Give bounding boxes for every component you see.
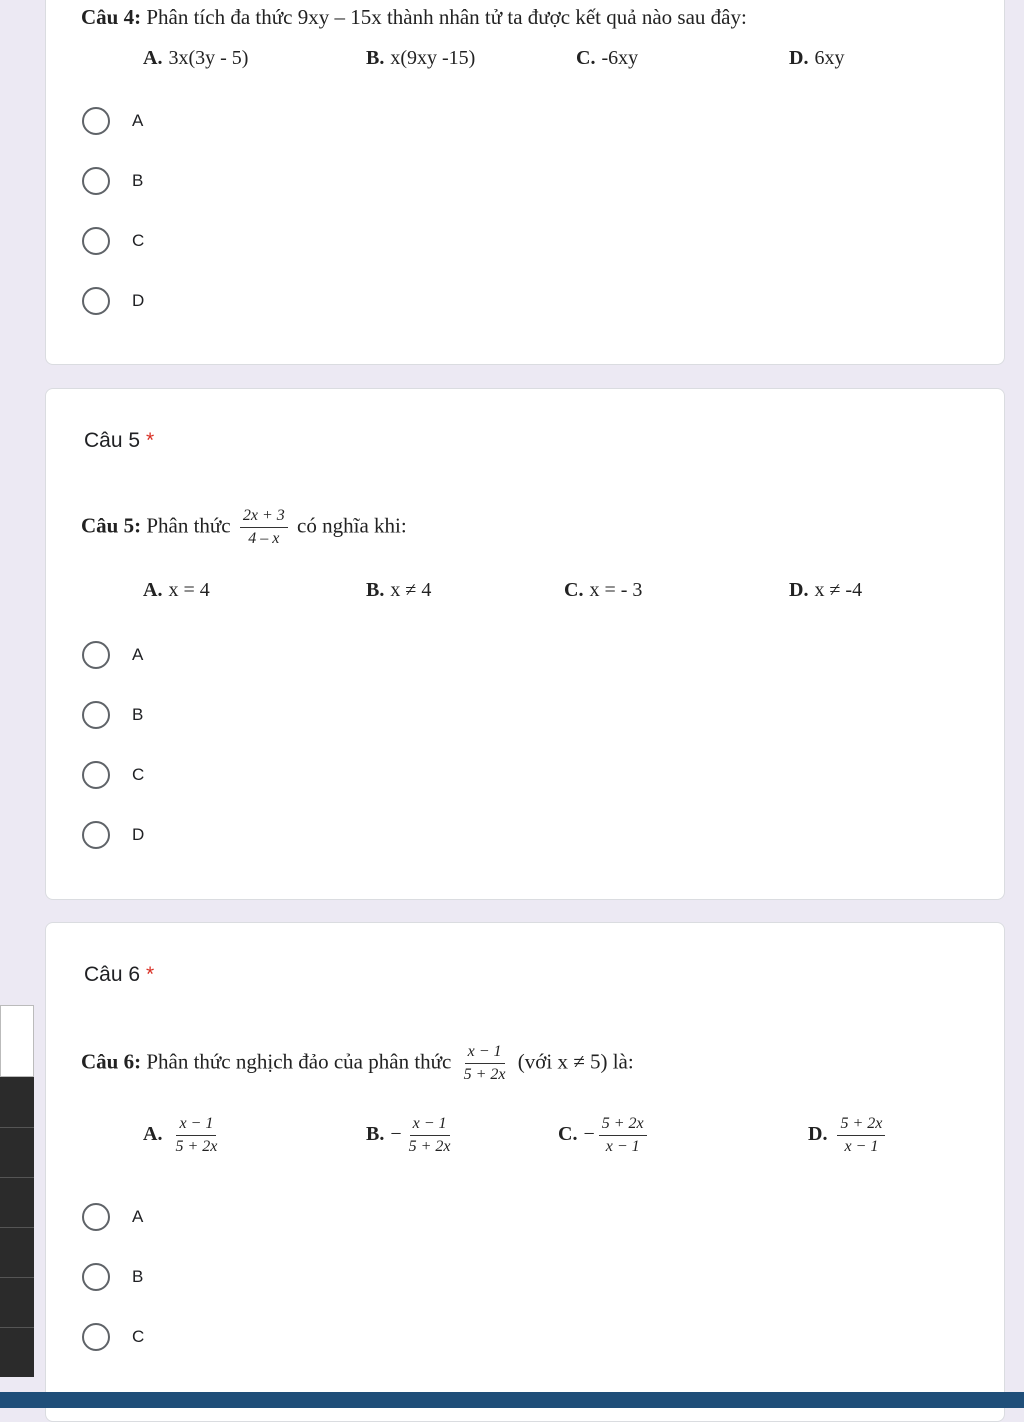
radio-circle[interactable] <box>82 641 110 669</box>
radio-label: C <box>132 231 145 250</box>
q4-option-d: D. 6xy <box>789 47 845 69</box>
radio-label: C <box>132 1327 145 1346</box>
q5-radio-c[interactable] <box>82 757 144 793</box>
radio-circle[interactable] <box>82 821 110 849</box>
radio-label: A <box>132 645 144 664</box>
question-6-text: Câu 6: Phân thức nghịch đảo của phân thức $\frac{x - 1}{5 + 2x}$ (với x ≠ 5) là: <box>81 1041 634 1086</box>
q5-option-b: B. x ≠ 4 <box>366 579 432 601</box>
q6-radio-c[interactable] <box>82 1319 144 1355</box>
radio-label: A <box>132 111 144 130</box>
radio-circle[interactable] <box>82 287 110 315</box>
option-fraction: $\frac{x - 1}{5 + 2x}$ <box>175 1115 218 1155</box>
radio-label: D <box>132 291 145 310</box>
required-marker: * <box>146 963 155 986</box>
radio-circle[interactable] <box>82 107 110 135</box>
bottom-taskbar <box>0 1392 1024 1408</box>
radio-circle[interactable] <box>82 227 110 255</box>
q5-option-a: A. x = 4 <box>143 579 210 601</box>
q6-option-b: B. − $\frac{x - 1}{5 + 2x}$ <box>366 1113 458 1158</box>
question-6-fraction: $\frac{x - 1}{5 + 2x}$ <box>463 1043 506 1083</box>
q4-radio-b[interactable] <box>82 163 143 199</box>
q4-radio-d[interactable] <box>82 283 144 319</box>
q4-radio-a[interactable] <box>82 103 143 139</box>
q6-option-a: A. $\frac{x - 1}{5 + 2x}$ <box>143 1113 224 1158</box>
question-4-text: Câu 4: Phân tích đa thức 9xy – 15x thành nhân tử ta được kết quả nào sau đây: <box>81 5 747 29</box>
left-side-panel-header <box>0 1005 34 1077</box>
q4-option-b: B. x(9xy -15) <box>366 47 476 69</box>
q5-radio-b[interactable] <box>82 697 143 733</box>
q4-option-a: A. 3x(3y - 5) <box>143 47 249 69</box>
question-card-4 <box>45 0 1005 365</box>
radio-circle[interactable] <box>82 167 110 195</box>
radio-label: B <box>132 705 144 724</box>
radio-circle[interactable] <box>82 1263 110 1291</box>
required-marker: * <box>146 429 155 452</box>
q6-option-c: C. − $\frac{5 + 2x}{x - 1}$ <box>558 1113 651 1158</box>
q5-radio-d[interactable] <box>82 817 144 853</box>
radio-circle[interactable] <box>82 1203 110 1231</box>
q5-option-c: C. x = - 3 <box>564 579 643 601</box>
radio-circle[interactable] <box>82 761 110 789</box>
radio-circle[interactable] <box>82 1323 110 1351</box>
radio-label: C <box>132 765 145 784</box>
q5-radio-a[interactable] <box>82 637 143 673</box>
q6-option-d: D. $\frac{5 + 2x}{x - 1}$ <box>808 1113 889 1158</box>
radio-label: B <box>132 1267 144 1286</box>
option-fraction: $\frac{x - 1}{5 + 2x}$ <box>408 1115 451 1155</box>
question-card-5 <box>45 388 1005 900</box>
question-5-title: Câu 5 * <box>84 429 155 452</box>
q6-radio-a[interactable] <box>82 1199 143 1235</box>
question-card-6 <box>45 922 1005 1422</box>
option-fraction: $\frac{5 + 2x}{x - 1}$ <box>599 1113 647 1158</box>
question-5-text: Câu 5: Phân thức $\frac{2x + 3}{4 - x}$ có nghĩa khi: <box>81 505 407 550</box>
q4-radio-c[interactable] <box>82 223 144 259</box>
q4-option-c: C. -6xy <box>576 47 639 69</box>
radio-label: A <box>132 1207 144 1226</box>
q6-radio-b[interactable] <box>82 1259 143 1295</box>
q5-option-d: D. x ≠ -4 <box>789 579 863 601</box>
radio-label: B <box>132 171 144 190</box>
radio-circle[interactable] <box>82 701 110 729</box>
question-6-title: Câu 6 * <box>84 963 155 986</box>
question-5-fraction: $\frac{2x + 3}{4 - x}$ <box>240 505 288 550</box>
option-fraction: $\frac{5 + 2x}{x - 1}$ <box>837 1113 885 1158</box>
radio-label: D <box>132 825 145 844</box>
